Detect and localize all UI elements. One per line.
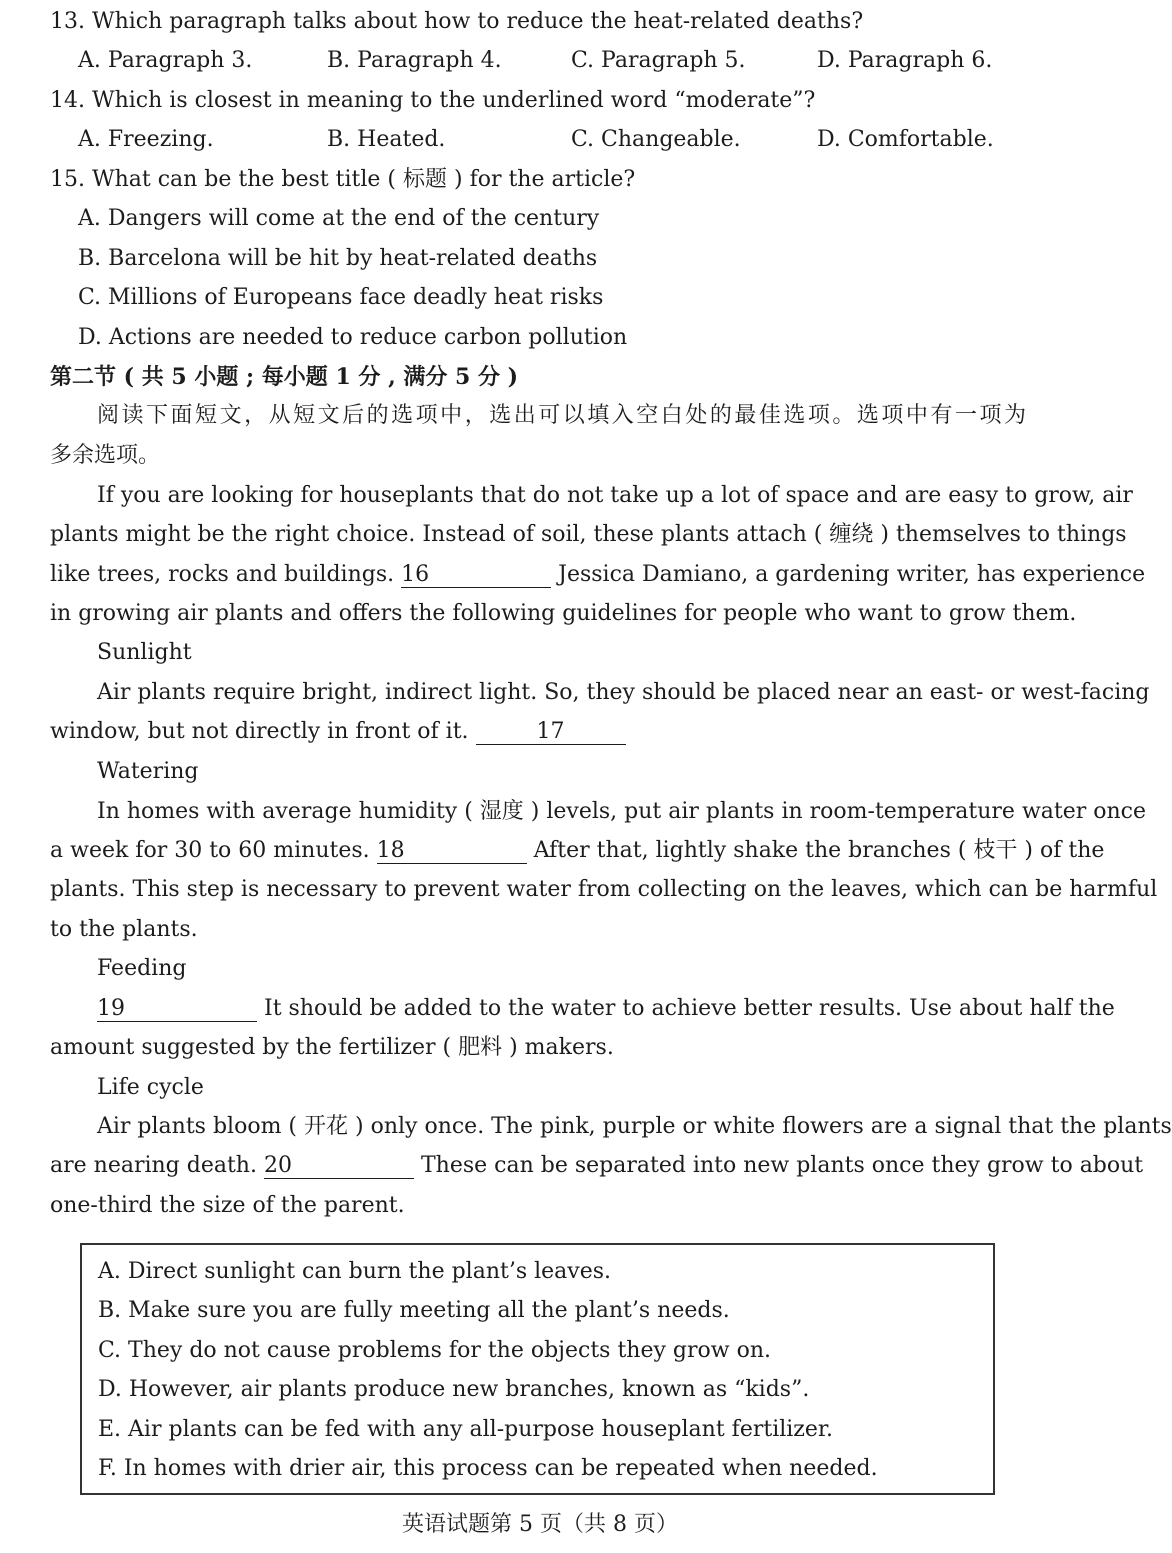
watering-line-2-start: a week for 30 to 60 minutes. bbox=[50, 838, 370, 863]
life-cycle-heading: Life cycle bbox=[97, 1075, 204, 1100]
question-14-stem: 14. Which is closest in meaning to the underlined word “moderate”? bbox=[50, 88, 816, 113]
watering-line-2-end: After that, lightly shake the branches ( 枝干 ) of the bbox=[533, 838, 1105, 863]
q15-option-c: C. Millions of Europeans face deadly heat risks bbox=[78, 285, 604, 310]
question-13-stem: 13. Which paragraph talks about how to reduce the heat-related deaths? bbox=[50, 9, 864, 34]
watering-line-1: In homes with average humidity ( 湿度 ) levels, put air plants in room-temperature water once bbox=[97, 799, 1147, 824]
q13-option-a: A. Paragraph 3. bbox=[78, 48, 253, 73]
q14-option-a: A. Freezing. bbox=[78, 127, 214, 152]
blank-18[interactable]: 18 bbox=[377, 839, 527, 864]
q13-option-d: D. Paragraph 6. bbox=[817, 48, 993, 73]
q14-option-c: C. Changeable. bbox=[571, 127, 741, 152]
blank-17[interactable]: 17 bbox=[476, 720, 626, 745]
q15-option-b: B. Barcelona will be hit by heat-related deaths bbox=[78, 246, 598, 271]
watering-line-2 bbox=[50, 836, 1105, 866]
choice-b[interactable]: B. Make sure you are fully meeting all the plant’s needs. bbox=[98, 1298, 730, 1323]
feeding-heading: Feeding bbox=[97, 956, 187, 981]
choice-d[interactable]: D. However, air plants produce new branches, known as “kids”. bbox=[98, 1377, 810, 1402]
sunlight-line-1: Air plants require bright, indirect light. So, they should be placed near an east- or west-facing bbox=[97, 680, 1150, 705]
feeding-line-2: amount suggested by the fertilizer ( 肥料 ) makers. bbox=[50, 1035, 614, 1060]
intro-line-3-end: Jessica Damiano, a gardening writer, has experience bbox=[558, 562, 1146, 587]
choices-box bbox=[80, 1243, 995, 1495]
watering-heading: Watering bbox=[97, 759, 199, 784]
life-cycle-line-2-end: These can be separated into new plants once they grow to about bbox=[420, 1153, 1144, 1178]
q15-option-d: D. Actions are needed to reduce carbon pollution bbox=[78, 325, 628, 350]
q14-option-d: D. Comfortable. bbox=[817, 127, 994, 152]
feeding-line-1 bbox=[97, 994, 1115, 1024]
question-15-stem: 15. What can be the best title ( 标题 ) for the article? bbox=[50, 167, 636, 192]
sunlight-line-2-text: window, but not directly in front of it. bbox=[50, 719, 469, 744]
q15-option-a: A. Dangers will come at the end of the century bbox=[78, 206, 600, 231]
life-cycle-line-3: one-third the size of the parent. bbox=[50, 1193, 405, 1218]
blank-16[interactable]: 16 bbox=[401, 563, 551, 588]
blank-19[interactable]: 19 bbox=[97, 997, 257, 1022]
watering-line-3: plants. This step is necessary to prevent water from collecting on the leaves, which can be harmful bbox=[50, 877, 1158, 902]
section-heading: 第二节 ( 共 5 小题 ; 每小题 1 分 , 满分 5 分 ) bbox=[50, 364, 519, 390]
life-cycle-line-1: Air plants bloom ( 开花 ) only once. The pink, purple or white flowers are a signal that the plants bbox=[97, 1114, 1172, 1139]
choice-c[interactable]: C. They do not cause problems for the objects they grow on. bbox=[98, 1338, 771, 1363]
life-cycle-line-2 bbox=[50, 1151, 1144, 1181]
q14-option-b: B. Heated. bbox=[327, 127, 446, 152]
choice-a[interactable]: A. Direct sunlight can burn the plant’s leaves. bbox=[98, 1259, 612, 1284]
feeding-line-1-text: It should be added to the water to achieve better results. Use about half the bbox=[264, 996, 1115, 1021]
watering-line-4: to the plants. bbox=[50, 917, 198, 942]
instruction-line-1: 阅读下面短文，从短文后的选项中，选出可以填入空白处的最佳选项。选项中有一项为 bbox=[97, 403, 1026, 428]
choice-e[interactable]: E. Air plants can be fed with any all-purpose houseplant fertilizer. bbox=[98, 1417, 834, 1442]
intro-line-1: If you are looking for houseplants that do not take up a lot of space and are easy to grow, air bbox=[97, 483, 1133, 508]
q13-option-b: B. Paragraph 4. bbox=[327, 48, 502, 73]
sunlight-heading: Sunlight bbox=[97, 640, 192, 665]
intro-line-3 bbox=[50, 560, 1146, 590]
life-cycle-line-2-start: are nearing death. bbox=[50, 1153, 257, 1178]
blank-20[interactable]: 20 bbox=[264, 1154, 414, 1179]
intro-line-3-start: like trees, rocks and buildings. bbox=[50, 562, 395, 587]
intro-line-4: in growing air plants and offers the following guidelines for people who want to grow them. bbox=[50, 601, 1077, 626]
intro-line-2: plants might be the right choice. Instead of soil, these plants attach ( 缠绕 ) themselves to things bbox=[50, 522, 1127, 547]
sunlight-line-2 bbox=[50, 717, 1026, 747]
instruction-line-2: 多余选项。 bbox=[50, 443, 161, 468]
q13-option-c: C. Paragraph 5. bbox=[571, 48, 746, 73]
page-footer: 英语试题第 5 页（共 8 页） bbox=[402, 1512, 678, 1537]
choice-f[interactable]: F. In homes with drier air, this process can be repeated when needed. bbox=[98, 1456, 878, 1481]
